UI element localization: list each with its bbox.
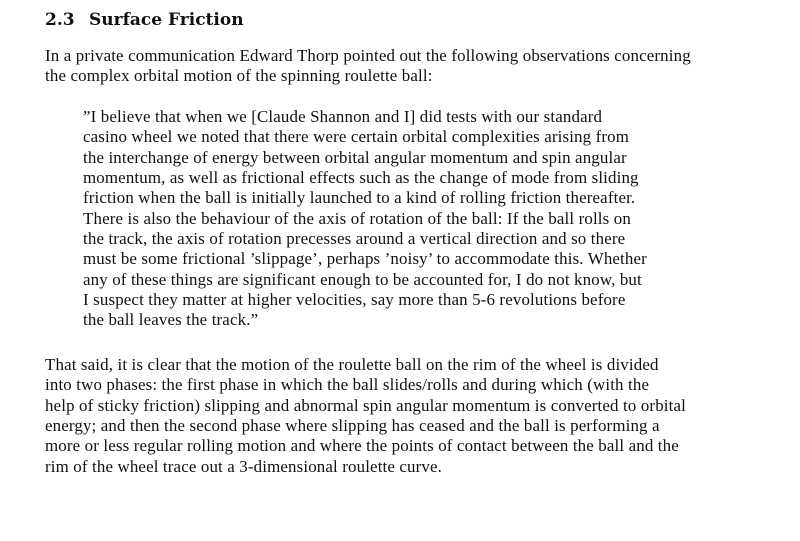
quote-line-11: the ball leaves the track.”	[83, 310, 259, 329]
section-title: Surface Friction	[89, 10, 244, 30]
conclusion-line-2: into two phases: the first phase in which the ball slides/rolls and during which (with the	[45, 375, 650, 394]
section-heading	[45, 9, 244, 31]
intro-line-1: In a private communication Edward Thorp pointed out the following observations concerning	[45, 46, 691, 65]
conclusion-line-6: rim of the wheel trace out a 3-dimensional roulette curve.	[45, 457, 443, 476]
quote-line-2: casino wheel we noted that there were certain orbital complexities arising from	[83, 127, 630, 146]
conclusion-line-5: more or less regular rolling motion and where the points of contact between the ball and the	[45, 436, 679, 455]
quote-line-5: friction when the ball is initially launched to a kind of rolling friction thereafter.	[83, 188, 636, 207]
quote-line-4: momentum, as well as frictional effects such as the change of mode from sliding	[83, 168, 639, 187]
section-number: 2.3	[45, 10, 75, 30]
quote-line-6: There is also the behaviour of the axis of rotation of the ball: If the ball rolls on	[83, 209, 631, 228]
quote-line-9: any of these things are significant enough to be accounted for, I do not know, but	[83, 270, 642, 289]
quote-line-7: the track, the axis of rotation precesses around a vertical direction and so there	[83, 229, 626, 248]
quote-line-3: the interchange of energy between orbital angular momentum and spin angular	[83, 148, 627, 167]
quote-line-8: must be some frictional ’slippage’, perhaps ’noisy’ to accommodate this. Whether	[83, 249, 647, 268]
conclusion-line-4: energy; and then the second phase where slipping has ceased and the ball is performing a	[45, 416, 660, 435]
quote-line-10: I suspect they matter at higher velocities, say more than 5-6 revolutions before	[83, 290, 626, 309]
quote-line-1: ”I believe that when we [Claude Shannon and I] did tests with our standard	[83, 107, 603, 126]
intro-line-2: the complex orbital motion of the spinning roulette ball:	[45, 66, 433, 85]
conclusion-line-3: help of sticky friction) slipping and abnormal spin angular momentum is converted to orbital	[45, 396, 686, 415]
conclusion-line-1: That said, it is clear that the motion of the roulette ball on the rim of the wheel is divided	[45, 355, 659, 374]
